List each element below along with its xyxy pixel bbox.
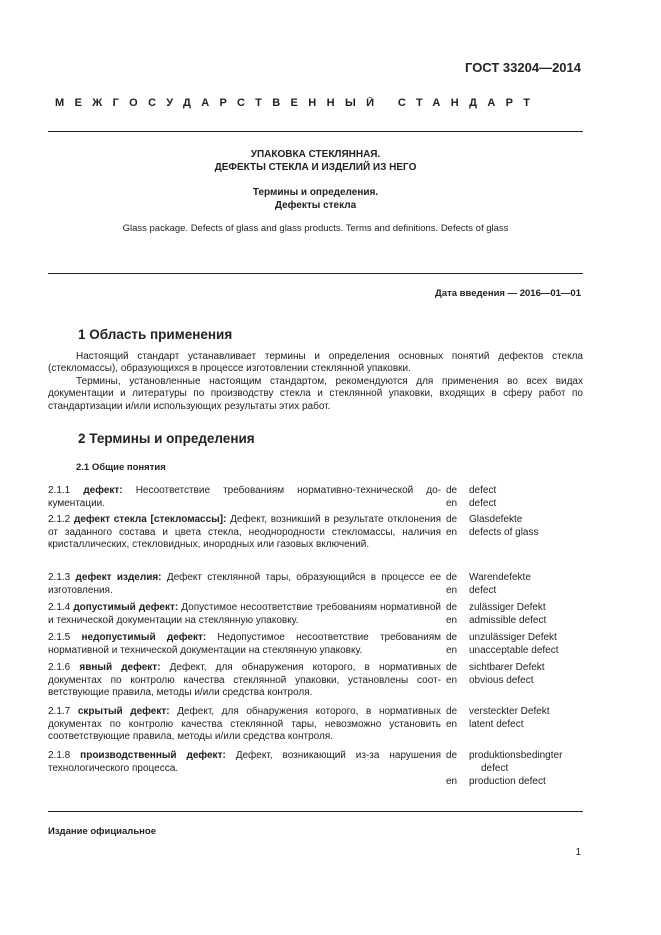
term-2-1-3: 2.1.3 дефект изделия: Дефект стеклянной тары, образующийся в процессе ее изготовления. — [48, 572, 442, 596]
standard-number: ГОСТ 33204—2014 — [465, 60, 581, 75]
lang-code-de: de — [446, 632, 458, 643]
section-2-heading: 2 Термины и определения — [78, 431, 255, 446]
term-2-1-1-equivalents: defect defect — [469, 485, 497, 509]
title-line-1: УПАКОВКА СТЕКЛЯННАЯ. — [250, 149, 381, 160]
lang-code-en: en — [446, 718, 458, 730]
subtitle-line-2: Дефекты стекла — [274, 200, 357, 211]
term-2-1-6: 2.1.6 явный дефект: Дефект, для обнаружения которого, в нормативных документах по контролю качества стеклянной упаковки, установлены соответствующие правила, методы и/или средства контроля. — [48, 662, 442, 698]
section-1-heading: 1 Область применения — [78, 327, 233, 342]
term-2-1-4: 2.1.4 допустимый дефект: Допустимое несоответствие требованиям нормативной и технической документации на стеклянную упаковку. — [48, 602, 442, 626]
lang-code-de: de — [446, 602, 458, 613]
lang-code-en: en — [446, 614, 458, 626]
lang-code-en: en — [446, 776, 458, 787]
term-2-1-7-equivalents: versteckter Defekt latent defect — [469, 706, 550, 730]
lang-code-en: en — [446, 526, 458, 538]
term-2-1-8: 2.1.8 производственный дефект: Дефект, возникающий из-за нарушения технологического процесса. — [48, 750, 441, 774]
term-2-1-5-equivalents: unzulässiger Defekt unacceptable defect — [469, 632, 559, 656]
section-1-paragraph-1: Настоящий стандарт устанавливает термины и определения основных понятий дефектов стекла (стекломассы), образующихся в процессе изготовлении стеклянной упаковки. — [48, 351, 583, 375]
page-number: 1 — [575, 847, 581, 858]
term-2-1-2: 2.1.2 дефект стекла [стекломассы]: Дефект, возникший в результате отклонения от заданного состава и цвета стекла, неоднородности стекломассы, наличия кристаллических, стекловидных, инородных или газовых включений. — [48, 514, 442, 550]
lang-code-en: en — [446, 644, 458, 656]
title-line-2: ДЕФЕКТЫ СТЕКЛА И ИЗДЕЛИЙ ИЗ НЕГО — [214, 162, 417, 173]
subsection-2-1-heading: 2.1 Общие понятия — [76, 462, 166, 473]
subtitle-line-1: Термины и определения. — [252, 187, 379, 198]
term-2-1-1: 2.1.1 дефект: Несоответствие требованиям нормативно-технической документации. — [48, 485, 442, 509]
term-2-1-4-equivalents: zulässiger Defekt admissible defect — [469, 602, 547, 626]
lang-code-en: en — [446, 584, 458, 596]
term-2-1-5: 2.1.5 недопустимый дефект: Недопустимое несоответствие требованиям нормативной и технической документации на стеклянную упаковку. — [48, 632, 441, 656]
term-2-1-6-equivalents: sichtbarer Defekt obvious defect — [469, 662, 545, 686]
footer-rule — [48, 811, 583, 812]
introduction-date: Дата введения — 2016—01—01 — [435, 288, 581, 299]
top-rule — [48, 131, 583, 132]
lang-code-en: en — [446, 674, 458, 686]
interstate-standard-label: МЕЖГОСУДАРСТВЕННЫЙ СТАНДАРТ — [55, 97, 541, 109]
english-title: Glass package. Defects of glass and glass products. Terms and definitions. Defects of glass — [122, 223, 509, 234]
lang-code-de: de — [446, 485, 458, 496]
lang-code-de: de — [446, 514, 458, 525]
term-2-1-3-equivalents: Warendefekte defect — [469, 572, 531, 596]
title-bottom-rule — [48, 273, 583, 274]
term-2-1-8-equivalents: produktionsbedingter defect production defect — [469, 750, 563, 787]
lang-code-de: de — [446, 572, 458, 583]
lang-code-de: de — [446, 662, 458, 673]
section-1-paragraph-2: Термины, установленные настоящим стандартом, рекомендуются для применения во всех видах документации и литературы по производству стекла и стеклянной упаковки, входящих в сферу работ по стандартизации и/или использующих результаты этих работ. — [48, 376, 583, 412]
official-edition-label: Издание официальное — [48, 826, 156, 837]
term-2-1-7: 2.1.7 скрытый дефект: Дефект, для обнаружения которого, в нормативных документах по контролю качества стеклянной тары, невозможно установить соответствующие правила, методы и/или средства контроля. — [48, 706, 441, 742]
term-2-1-2-equivalents: Glasdefekte defects of glass — [469, 514, 539, 538]
lang-code-de: de — [446, 750, 458, 761]
lang-code-en: en — [446, 497, 458, 509]
lang-code-de: de — [446, 706, 458, 717]
